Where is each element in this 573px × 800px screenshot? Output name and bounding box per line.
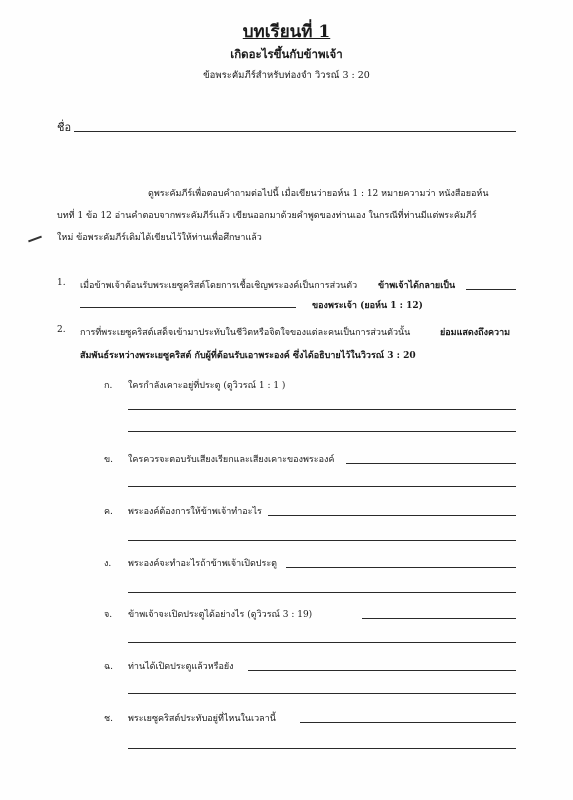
subq-answer-line[interactable] [128, 486, 516, 487]
subq-letter: ค. [104, 507, 113, 517]
q1-number: 1. [57, 278, 66, 288]
lesson-subtitle: เกิดอะไรขึ้นกับข้าพเจ้า [230, 47, 343, 61]
subq-letter: ง. [104, 559, 112, 569]
subq-answer-line[interactable] [128, 748, 516, 749]
subq-letter: จ. [104, 610, 113, 620]
subq-text: พระองค์จะทำอะไรถ้าข้าพเจ้าเปิดประตู [128, 559, 278, 569]
subq-letter: ก. [104, 381, 113, 391]
q2-line-1b: ย่อมแสดงถึงความ [440, 328, 511, 338]
subq-answer-line[interactable] [128, 431, 516, 432]
subq-text: พระเยซูคริสต์ประทับอยู่ที่ไหนในเวลานี้ [128, 714, 276, 724]
instructions-line-2: บทที่ 1 ข้อ 12 อ่านคำตอบจากพระคัมภีร์แล้ว เขียนออกมาด้วยคำพูดของท่านเอง ในกรณีที่ท่านมีแต่พระคัมภีร์ [57, 211, 477, 221]
subq-answer-line[interactable] [128, 540, 516, 541]
instructions-line-3: ใหม่ ข้อพระคัมภีร์เดิมได้เขียนไว้ให้ท่านเพื่อศึกษาแล้ว [57, 233, 262, 243]
q2-line-1a: การที่พระเยซูคริสต์เสด็จเข้ามาประทับในชีวิตหรือจิตใจของแต่ละคนเป็นการส่วนตัวนั้น [80, 328, 411, 338]
name-label: ชื่อ [57, 121, 72, 134]
subq-answer-line[interactable] [128, 592, 516, 593]
q1-answer-field-cont[interactable] [80, 307, 296, 308]
subq-answer-line[interactable] [346, 463, 516, 464]
subq-letter: ข. [104, 455, 114, 465]
q2-line-2: สัมพันธ์ระหว่างพระเยซูคริสต์ กับผู้ที่ต้อนรับเอาพระองค์ ซึ่งได้อธิบายไว้ในวิวรณ์ 3 : 20 [80, 351, 416, 361]
subq-answer-line[interactable] [268, 515, 516, 516]
subq-answer-line[interactable] [128, 693, 516, 694]
subq-letter: ช. [104, 714, 113, 724]
subq-answer-line[interactable] [128, 409, 516, 410]
subq-answer-line[interactable] [128, 642, 516, 643]
subq-answer-line[interactable] [248, 670, 516, 671]
instructions-line-1: ดูพระคัมภีร์เพื่อตอบคำถามต่อไปนี้ เมื่อเขียนว่ายอห์น 1 : 12 หมายความว่า หนังสือยอห์น [148, 189, 489, 199]
memory-verse: ข้อพระคัมภีร์สำหรับท่องจำ วิวรณ์ 3 : 20 [203, 70, 370, 81]
q2-number: 2. [57, 325, 66, 335]
name-field[interactable] [74, 131, 516, 132]
q1-text-b: ข้าพเจ้าได้กลายเป็น [378, 281, 456, 291]
subq-answer-line[interactable] [286, 567, 516, 568]
subq-answer-line[interactable] [300, 722, 516, 723]
q1-answer-field[interactable] [466, 289, 516, 290]
q1-text-c: ของพระเจ้า (ยอห์น 1 : 12) [312, 301, 423, 311]
subq-text: ใครควรจะตอบรับเสียงเรียกและเสียงเคาะของพระองค์ [128, 455, 335, 465]
subq-answer-line[interactable] [362, 618, 516, 619]
stray-pen-mark [28, 236, 42, 243]
q1-text-a: เมื่อข้าพเจ้าต้อนรับพระเยซูคริสต์โดยการเชื้อเชิญพระองค์เป็นการส่วนตัว [80, 281, 358, 291]
subq-letter: ฉ. [104, 662, 113, 672]
subq-text: ท่านได้เปิดประตูแล้วหรือยัง [128, 662, 234, 672]
subq-text: ใครกำลังเคาะอยู่ที่ประตู (ดูวิวรณ์ 1 : 1 ) [128, 381, 286, 391]
lesson-title: บทเรียนที่ 1 [242, 22, 331, 42]
subq-text: พระองค์ต้องการให้ข้าพเจ้าทำอะไร [128, 507, 262, 517]
subq-text: ข้าพเจ้าจะเปิดประตูได้อย่างไร (ดูวิวรณ์ 3 : 19) [128, 610, 313, 620]
